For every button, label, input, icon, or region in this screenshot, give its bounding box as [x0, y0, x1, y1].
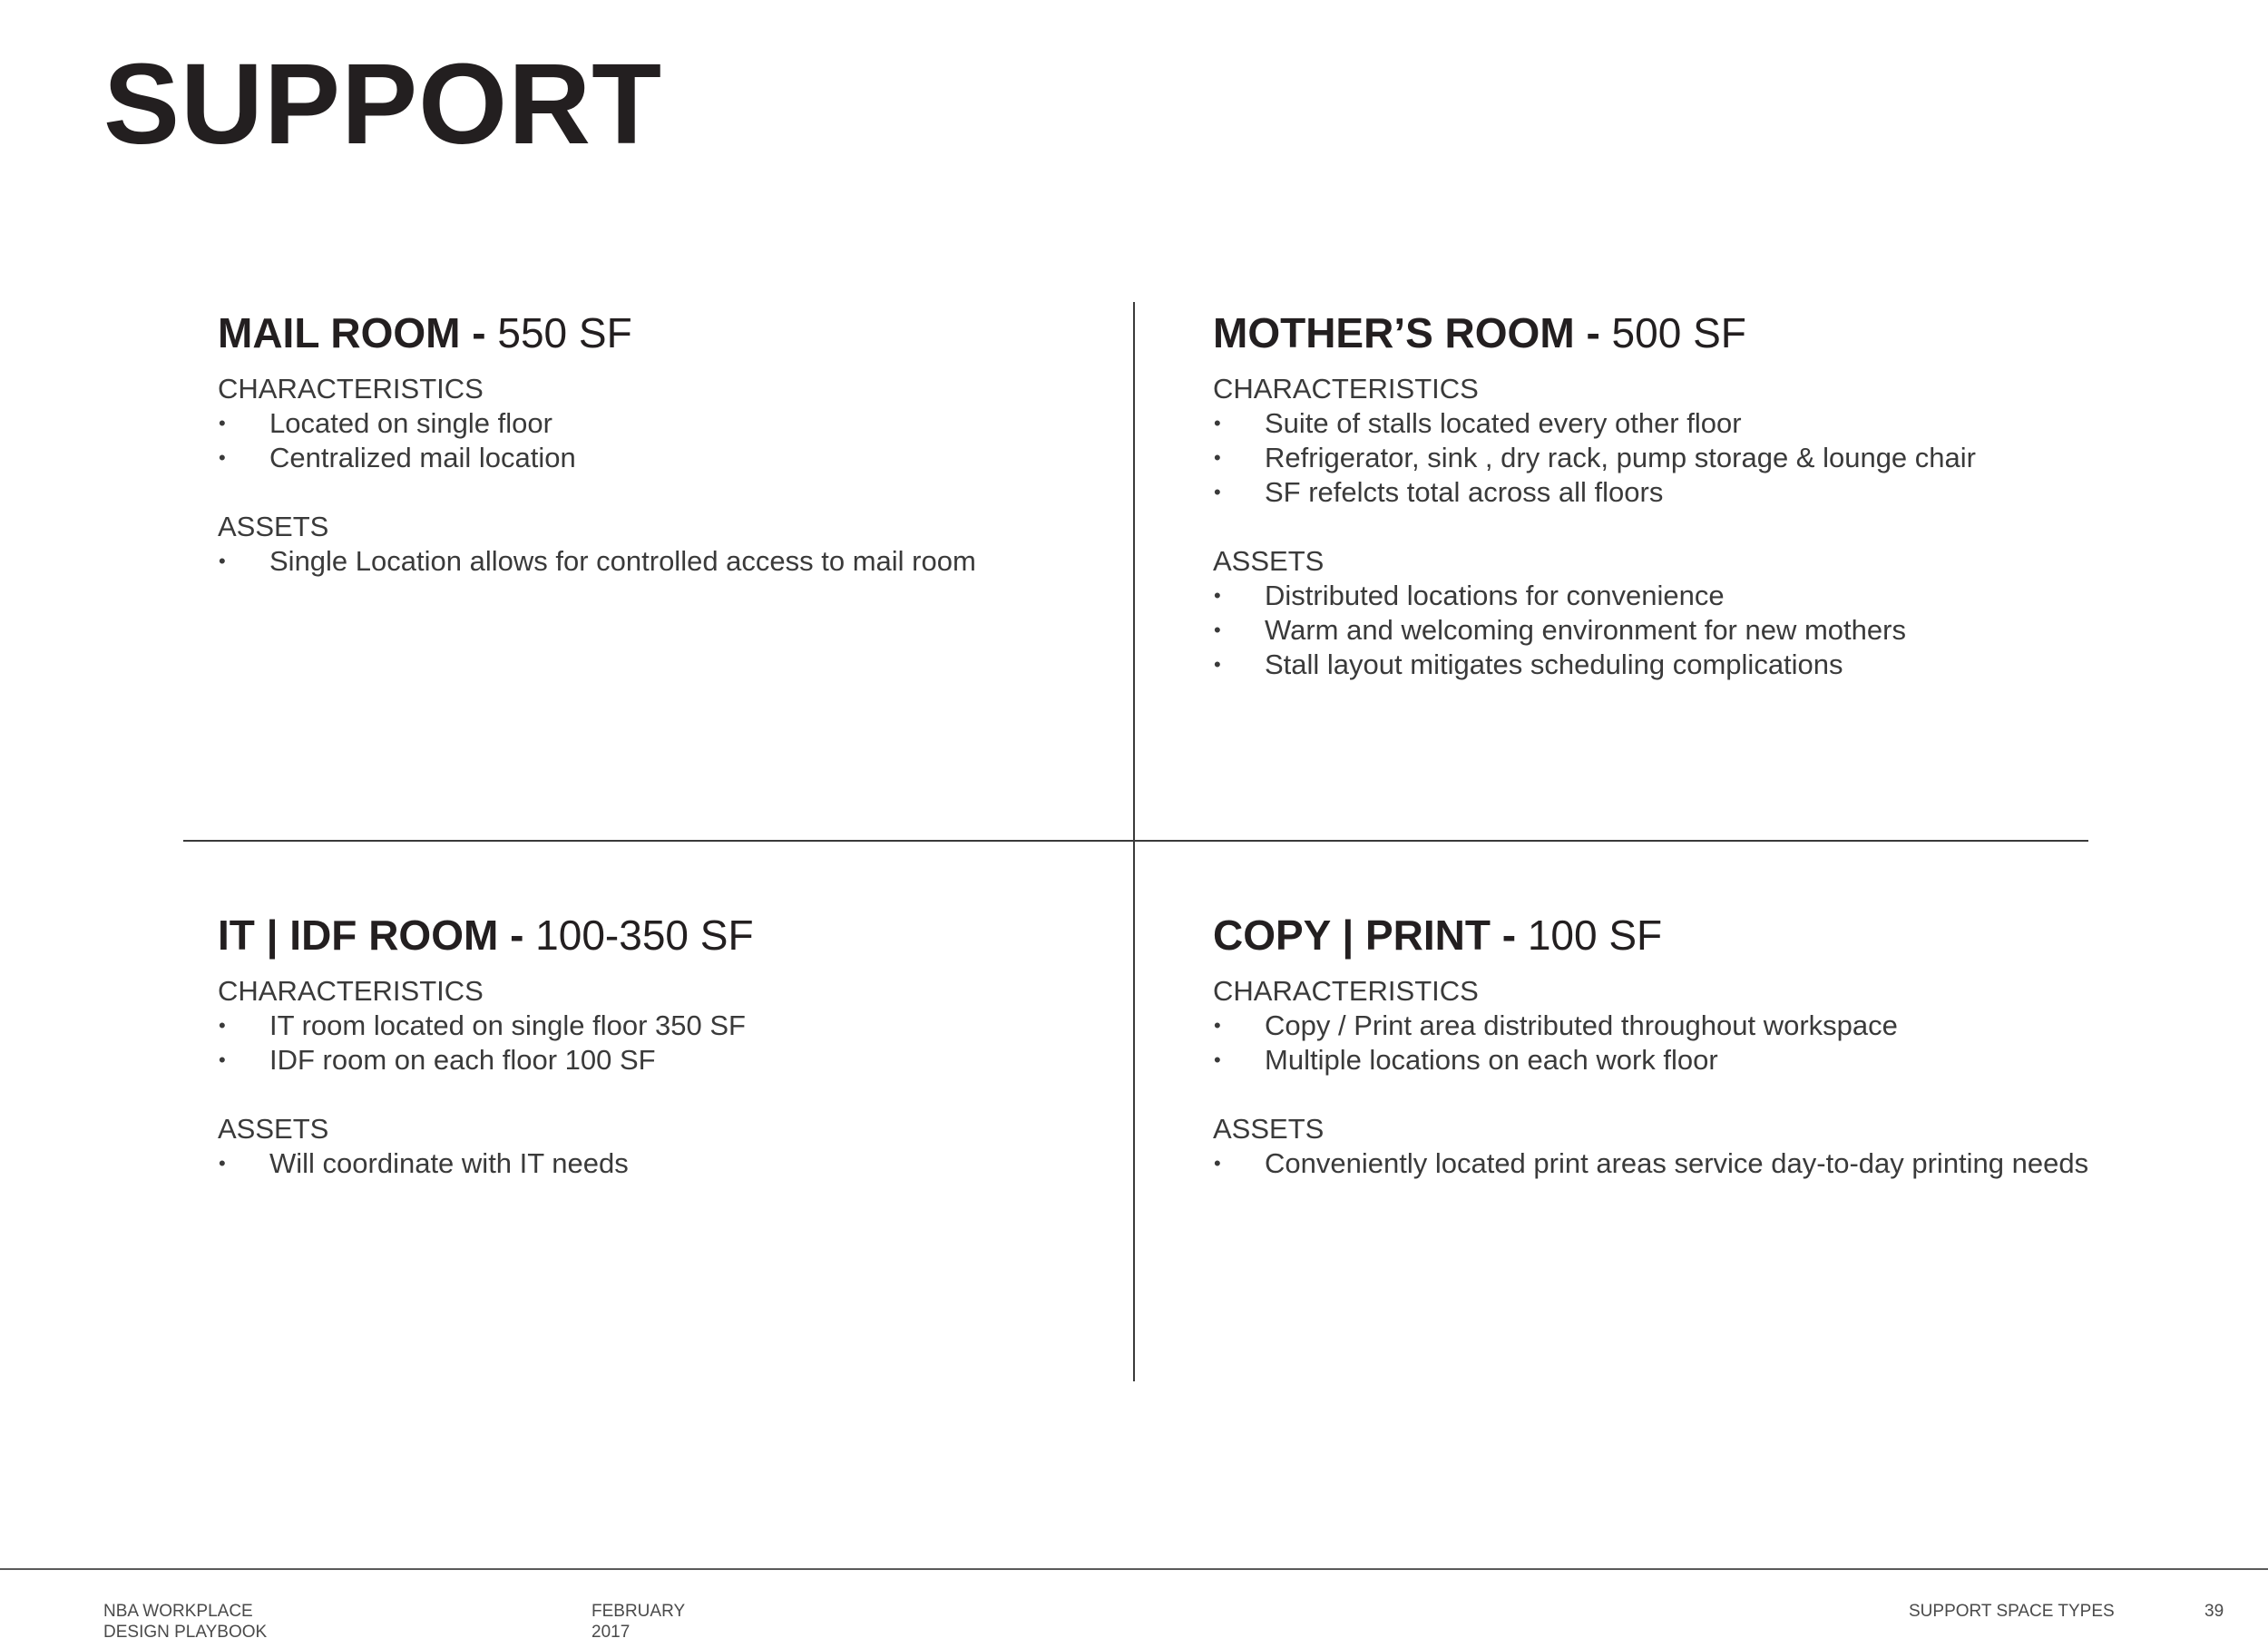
bullet-icon: •: [219, 1152, 226, 1175]
footer-date-year: 2017: [591, 1623, 631, 1642]
list-item-text: Warm and welcoming environment for new mothers: [1265, 614, 1906, 646]
room-heading: [218, 909, 1143, 961]
list-item-text: Conveniently located print areas service day-to-day printing needs: [1265, 1147, 2089, 1179]
list-item-text: Centralized mail location: [269, 442, 576, 473]
assets-list: [218, 544, 1143, 579]
assets-label: ASSETS: [218, 511, 329, 542]
footer-document-line1: NBA WORKPLACE: [103, 1602, 253, 1621]
footer-page-number: 39: [2204, 1602, 2224, 1621]
list-item: [1213, 1146, 2138, 1181]
bullet-icon: •: [1214, 619, 1221, 641]
footer-date: [591, 1601, 685, 1643]
assets-list: [1213, 1146, 2138, 1181]
room-card-mail-room: [218, 307, 1143, 579]
characteristics-label: CHARACTERISTICS: [218, 975, 484, 1007]
list-item-text: Multiple locations on each work floor: [1265, 1044, 1718, 1076]
list-item-text: IDF room on each floor 100 SF: [269, 1044, 656, 1076]
room-area: 100 SF: [1527, 912, 1663, 959]
characteristics-label: CHARACTERISTICS: [1213, 373, 1479, 405]
list-item: [1213, 475, 2138, 510]
bullet-icon: •: [1214, 1152, 1221, 1175]
room-card-mothers-room: [1213, 307, 2138, 682]
bullet-icon: •: [1214, 412, 1221, 434]
list-item: [218, 1009, 1143, 1043]
page-title: SUPPORT: [103, 40, 663, 168]
bullet-icon: •: [1214, 481, 1221, 503]
room-area: 550 SF: [497, 309, 632, 356]
room-heading: [218, 307, 1143, 359]
room-name: COPY | PRINT -: [1213, 912, 1517, 959]
bullet-icon: •: [219, 412, 226, 434]
room-name: MOTHER’S ROOM -: [1213, 309, 1600, 356]
list-item: [218, 544, 1143, 579]
room-card-it-idf-room: [218, 909, 1143, 1181]
list-item-text: Stall layout mitigates scheduling complications: [1265, 648, 1843, 680]
footer-divider: [0, 1568, 2268, 1570]
list-item: [1213, 1009, 2138, 1043]
list-item: [1213, 1043, 2138, 1078]
list-item: [1213, 648, 2138, 682]
bullet-icon: •: [219, 1014, 226, 1037]
room-name: MAIL ROOM -: [218, 309, 486, 356]
list-item-text: Copy / Print area distributed throughout workspace: [1265, 1009, 1898, 1041]
footer-document-name: [103, 1601, 267, 1643]
characteristics-list: [218, 406, 1143, 475]
list-item: [218, 1146, 1143, 1181]
characteristics-list: [1213, 406, 2138, 510]
list-item-text: Located on single floor: [269, 407, 552, 439]
list-item: [1213, 613, 2138, 648]
list-item-text: Single Location allows for controlled access to mail room: [269, 545, 976, 577]
list-item-text: SF refelcts total across all floors: [1265, 476, 1664, 508]
bullet-icon: •: [1214, 584, 1221, 607]
characteristics-label: CHARACTERISTICS: [1213, 975, 1479, 1007]
bullet-icon: •: [1214, 446, 1221, 469]
bullet-icon: •: [219, 1048, 226, 1071]
room-area: 100-350 SF: [535, 912, 754, 959]
characteristics-list: [1213, 1009, 2138, 1078]
list-item-text: Will coordinate with IT needs: [269, 1147, 629, 1179]
horizontal-divider: [183, 840, 2088, 842]
list-item: [218, 406, 1143, 441]
characteristics-label: CHARACTERISTICS: [218, 373, 484, 405]
list-item-text: Suite of stalls located every other floor: [1265, 407, 1742, 439]
list-item: [1213, 406, 2138, 441]
footer-document-line2: DESIGN PLAYBOOK: [103, 1623, 268, 1642]
bullet-icon: •: [219, 550, 226, 572]
room-name: IT | IDF ROOM -: [218, 912, 524, 959]
bullet-icon: •: [1214, 1048, 1221, 1071]
assets-list: [1213, 579, 2138, 682]
characteristics-list: [218, 1009, 1143, 1078]
room-area: 500 SF: [1611, 309, 1746, 356]
footer-section-name: SUPPORT SPACE TYPES: [1909, 1602, 2115, 1621]
assets-list: [218, 1146, 1143, 1181]
room-heading: [1213, 909, 2138, 961]
footer-date-month: FEBRUARY: [591, 1602, 686, 1621]
bullet-icon: •: [219, 446, 226, 469]
assets-label: ASSETS: [218, 1113, 329, 1145]
room-card-copy-print: [1213, 909, 2138, 1181]
list-item-text: Refrigerator, sink , dry rack, pump storage & lounge chair: [1265, 442, 1976, 473]
list-item-text: Distributed locations for convenience: [1265, 580, 1725, 611]
room-heading: [1213, 307, 2138, 359]
bullet-icon: •: [1214, 653, 1221, 676]
bullet-icon: •: [1214, 1014, 1221, 1037]
assets-label: ASSETS: [1213, 545, 1325, 577]
list-item-text: IT room located on single floor 350 SF: [269, 1009, 746, 1041]
list-item: [1213, 579, 2138, 613]
assets-label: ASSETS: [1213, 1113, 1325, 1145]
list-item: [1213, 441, 2138, 475]
list-item: [218, 441, 1143, 475]
list-item: [218, 1043, 1143, 1078]
